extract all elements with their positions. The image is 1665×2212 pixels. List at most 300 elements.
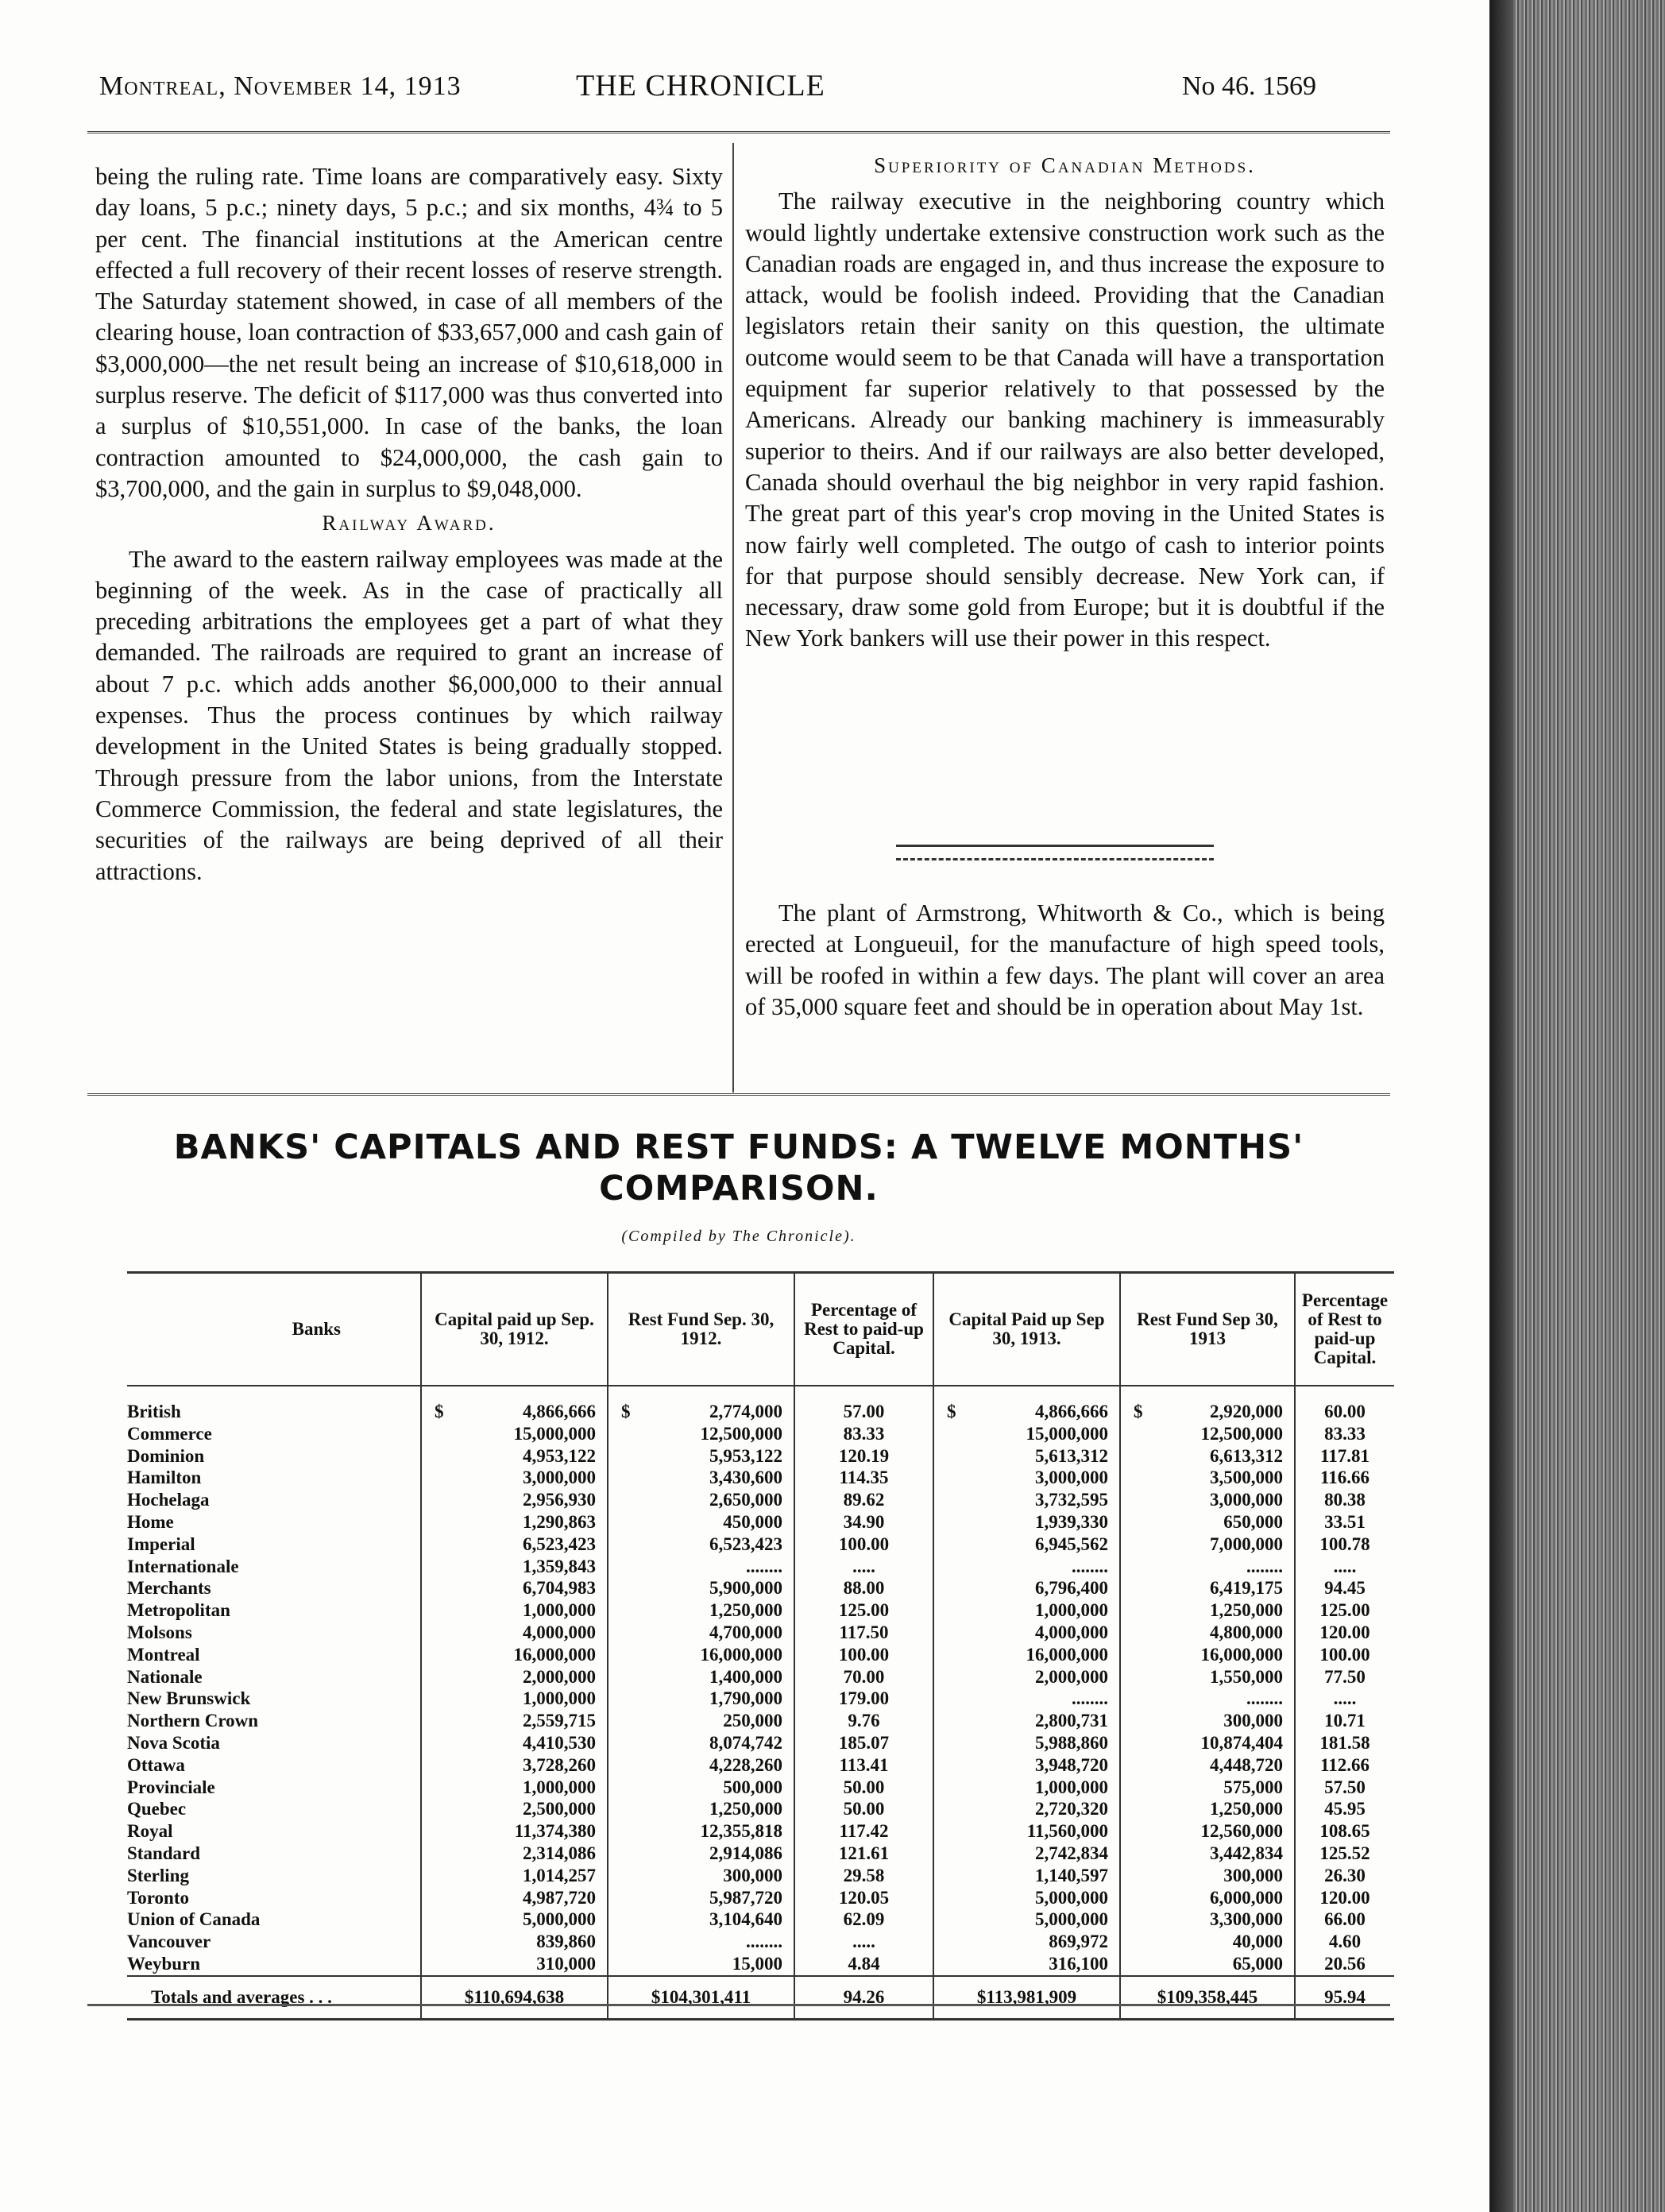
rest-1913 [1120, 1467, 1295, 1489]
table-row [127, 1622, 1394, 1644]
rest-1913-value: 10,874,404 [1200, 1732, 1283, 1753]
capital-1913-value: 1,140,597 [1035, 1865, 1108, 1885]
percentage-1912-value: 89.62 [843, 1490, 885, 1510]
table-row [127, 1710, 1394, 1732]
rest-1913 [1120, 1732, 1295, 1754]
capital-1912 [421, 1533, 608, 1556]
percentage-1912-value: 114.35 [839, 1468, 889, 1488]
table-row [127, 1777, 1394, 1799]
percentage-1913-value: 83.33 [1324, 1423, 1366, 1444]
bank-name [127, 1445, 421, 1468]
rest-1912-value: 3,430,600 [709, 1468, 782, 1488]
rest-1912-value: 1,250,000 [709, 1600, 782, 1621]
bank-name [127, 1467, 421, 1489]
rest-1912 [608, 1489, 794, 1511]
capital-1913-value: 5,000,000 [1035, 1909, 1108, 1930]
capital-1913-value: 3,000,000 [1035, 1468, 1108, 1488]
capital-1913 [933, 1511, 1120, 1533]
percentage-1913-value: 120.00 [1319, 1622, 1370, 1642]
totals-row [127, 1976, 1394, 2020]
percentage-1912-value: 179.00 [838, 1688, 890, 1709]
percentage-1913 [1295, 1688, 1394, 1710]
capital-1913 [933, 1489, 1120, 1511]
table-row [127, 1688, 1394, 1710]
rest-1912-value: 250,000 [723, 1711, 782, 1731]
rest-1913 [1120, 1688, 1295, 1710]
capital-1912 [421, 1386, 608, 1423]
percentage-1913-value: 26.30 [1324, 1865, 1366, 1885]
percentage-1913 [1295, 1533, 1394, 1556]
capital-1913-value: 6,945,562 [1035, 1533, 1108, 1554]
rest-1912 [608, 1887, 794, 1909]
capital-1912-value: 16,000,000 [513, 1644, 596, 1665]
percentage-1913 [1295, 1599, 1394, 1622]
capital-1912-value: 310,000 [536, 1953, 596, 1974]
rest-1913 [1120, 1511, 1295, 1533]
rest-1912 [608, 1777, 794, 1799]
table-row [127, 1599, 1394, 1622]
capital-1913 [933, 1599, 1120, 1622]
rest-1912-value: 1,250,000 [709, 1799, 782, 1819]
percentage-1912-value: 57.00 [843, 1402, 885, 1421]
capital-1913 [933, 1622, 1120, 1644]
rest-1913 [1120, 1908, 1295, 1931]
capital-1912 [421, 1644, 608, 1666]
capital-1913-value: 16,000,000 [1026, 1644, 1108, 1665]
percentage-1913 [1295, 1386, 1394, 1423]
rest-1912 [608, 1577, 794, 1599]
rest-1913 [1120, 1599, 1295, 1622]
rest-1912 [608, 1467, 794, 1489]
capital-1912-value: 11,374,380 [514, 1821, 596, 1842]
percentage-1913 [1295, 1953, 1394, 1976]
capital-1912-value: 3,728,260 [523, 1754, 596, 1775]
percentage-1912 [794, 1556, 933, 1578]
rest-1912-value: 5,900,000 [709, 1578, 782, 1599]
rest-1913 [1120, 1798, 1295, 1820]
percentage-1913-value: 4.60 [1328, 1932, 1362, 1952]
percentage-1912-value: 117.42 [839, 1821, 889, 1842]
rest-1913 [1120, 1533, 1295, 1556]
capital-1912 [421, 1931, 608, 1953]
rest-1913 [1120, 1386, 1295, 1423]
capital-1913-value: 5,613,312 [1035, 1445, 1108, 1466]
percentage-1913 [1295, 1644, 1394, 1666]
capital-1913 [933, 1843, 1120, 1865]
capital-1913-value: 3,948,720 [1035, 1754, 1108, 1775]
percentage-1913 [1295, 1622, 1394, 1644]
capital-1913 [933, 1798, 1120, 1820]
percentage-1913-value: 125.52 [1319, 1843, 1370, 1863]
percentage-1912 [794, 1887, 933, 1909]
rest-1913-value: 6,613,312 [1210, 1445, 1283, 1466]
capital-1913-value: 3,732,595 [1035, 1490, 1108, 1510]
percentage-1913-value: 181.58 [1319, 1732, 1370, 1753]
rest-1913-value: 65,000 [1232, 1953, 1283, 1974]
rest-1913 [1120, 1423, 1295, 1445]
column-header-percentage-1912: Percentage of Rest to paid-up Capital. [794, 1273, 933, 1386]
percentage-1913-value: 10.71 [1324, 1711, 1366, 1731]
table-row [127, 1732, 1394, 1754]
capital-1912 [421, 1489, 608, 1511]
percentage-1912-value: 34.90 [843, 1511, 885, 1532]
capital-1912 [421, 1908, 608, 1931]
rest-1913-value: 12,500,000 [1200, 1423, 1283, 1444]
percentage-1912 [794, 1599, 933, 1622]
rest-1913 [1120, 1820, 1295, 1843]
rest-1912 [608, 1511, 794, 1533]
capital-1912-value: 4,866,666 [523, 1402, 596, 1421]
percentage-1912-value: 88.00 [843, 1578, 885, 1599]
rest-1913 [1120, 1710, 1295, 1732]
capital-1912 [421, 1843, 608, 1865]
rest-1912-value: 3,104,640 [709, 1909, 782, 1930]
percentage-1913-value: 100.78 [1319, 1533, 1370, 1554]
rest-1913 [1120, 1644, 1295, 1666]
column-header-capital-1913: Capital Paid up Sep 30, 1913. [933, 1273, 1120, 1386]
table-body [127, 1386, 1394, 1976]
rest-1912 [608, 1710, 794, 1732]
percentage-1913-value: 100.00 [1319, 1644, 1370, 1665]
bank-name [127, 1577, 421, 1599]
capital-1912 [421, 1953, 608, 1976]
percentage-1912 [794, 1533, 933, 1556]
percentage-1913 [1295, 1754, 1394, 1777]
bank-name-value: Northern Crown [127, 1711, 259, 1731]
bank-name-value: Toronto [127, 1887, 189, 1908]
capital-1913-value: 15,000,000 [1026, 1423, 1108, 1444]
percentage-1913 [1295, 1467, 1394, 1489]
capital-1912 [421, 1710, 608, 1732]
percentage-1913-value: 66.00 [1324, 1909, 1366, 1930]
rest-1913-value: 4,800,000 [1210, 1622, 1283, 1642]
capital-1912-value: 3,000,000 [523, 1468, 596, 1488]
percentage-1913 [1295, 1843, 1394, 1865]
column-divider [732, 143, 734, 1092]
percentage-1912-value: 121.61 [838, 1843, 890, 1863]
page-date: Montreal, November 14, 1913 [99, 72, 462, 101]
bank-name-value: Quebec [127, 1799, 187, 1819]
bank-name-value: Royal [127, 1821, 173, 1842]
rest-1912-value: 300,000 [723, 1865, 782, 1885]
rest-1913-value: 1,550,000 [1210, 1666, 1283, 1687]
capital-1912 [421, 1666, 608, 1688]
percentage-1913 [1295, 1489, 1394, 1511]
percentage-1913 [1295, 1865, 1394, 1887]
table-row [127, 1533, 1394, 1556]
rest-1912-value: 8,074,742 [709, 1732, 782, 1753]
percentage-1913-value: 45.95 [1324, 1799, 1366, 1819]
rest-1912 [608, 1820, 794, 1843]
percentage-1912 [794, 1386, 933, 1423]
capital-1913 [933, 1423, 1120, 1445]
column-header-rest-1913: Rest Fund Sep 30, 1913 [1120, 1273, 1295, 1386]
percentage-1912 [794, 1666, 933, 1688]
bank-name-value: Commerce [127, 1423, 212, 1444]
decorative-separator [896, 845, 1214, 860]
percentage-1912-value: 100.00 [838, 1644, 890, 1665]
bank-name-value: New Brunswick [127, 1688, 251, 1709]
capital-1913 [933, 1386, 1120, 1423]
table-row [127, 1511, 1394, 1533]
rest-1912-value: 4,228,260 [709, 1754, 782, 1775]
rest-1912-value: 5,953,122 [709, 1445, 782, 1466]
capital-1912-value: 1,359,843 [523, 1556, 596, 1576]
bank-comparison-table-wrapper [127, 1271, 1394, 2021]
bank-name-value: Nova Scotia [127, 1732, 220, 1753]
percentage-1912 [794, 1777, 933, 1799]
bank-name [127, 1556, 421, 1578]
percentage-1913-value: 77.50 [1324, 1666, 1366, 1687]
rest-1912 [608, 1666, 794, 1688]
bank-name-value: Dominion [127, 1445, 205, 1466]
bank-name-value: Standard [127, 1843, 201, 1863]
percentage-1912-value: 113.41 [839, 1754, 889, 1775]
bank-name [127, 1511, 421, 1533]
rest-1913 [1120, 1843, 1295, 1865]
rest-1912 [608, 1556, 794, 1578]
percentage-1913 [1295, 1577, 1394, 1599]
capital-1912 [421, 1798, 608, 1820]
bank-name [127, 1931, 421, 1953]
percentage-1912-value: 120.05 [838, 1887, 890, 1908]
bank-name-value: Merchants [127, 1578, 211, 1599]
capital-1913 [933, 1666, 1120, 1688]
capital-1913 [933, 1688, 1120, 1710]
rest-1912-value: 16,000,000 [700, 1644, 782, 1665]
capital-1912-value: 4,953,122 [523, 1445, 596, 1466]
rest-1912-value: 15,000 [732, 1953, 782, 1974]
capital-1912-value: 6,704,983 [523, 1578, 596, 1599]
capital-1913-value: 11,560,000 [1026, 1821, 1108, 1842]
percentage-1912 [794, 1931, 933, 1953]
capital-1913 [933, 1820, 1120, 1843]
percentage-1913 [1295, 1908, 1394, 1931]
capital-1912 [421, 1423, 608, 1445]
percentage-1912-value: 125.00 [838, 1600, 890, 1621]
percentage-1913-value: ..... [1333, 1688, 1357, 1709]
capital-1913-value: 5,000,000 [1035, 1887, 1108, 1908]
capital-1912 [421, 1754, 608, 1777]
bank-name [127, 1754, 421, 1777]
rest-1912 [608, 1798, 794, 1820]
capital-1913-value: 5,988,860 [1035, 1732, 1108, 1753]
percentage-1912-value: 50.00 [843, 1799, 885, 1819]
table-row [127, 1843, 1394, 1865]
percentage-1913 [1295, 1777, 1394, 1799]
rest-1913-value: 3,300,000 [1210, 1909, 1283, 1930]
rest-1913-value: 650,000 [1223, 1511, 1283, 1532]
table-row [127, 1820, 1394, 1843]
rest-1912 [608, 1599, 794, 1622]
rest-1913-value: 40,000 [1232, 1932, 1283, 1952]
bank-name [127, 1732, 421, 1754]
percentage-1912-value: 62.09 [843, 1909, 885, 1930]
rest-1913-value: 4,448,720 [1210, 1754, 1283, 1775]
rest-1912 [608, 1386, 794, 1423]
bank-name-value: British [127, 1402, 181, 1421]
column-header-banks: Banks [127, 1273, 421, 1386]
totals-percentage-1913: 95.94 [1295, 1976, 1394, 2020]
capital-1913-value: 6,796,400 [1035, 1578, 1108, 1599]
plant-notice-paragraph: The plant of Armstrong, Whitworth & Co., which is being erected at Longueuil, for the manufacture of high speed tools, will be roofed in within a few days. The plant will cover an area of 35,000 square feet and should be in operation about May 1st. [745, 899, 1385, 1020]
percentage-1913 [1295, 1710, 1394, 1732]
rest-1912-value: ........ [746, 1932, 782, 1952]
rest-1913-value: 7,000,000 [1210, 1533, 1283, 1554]
percentage-1912 [794, 1710, 933, 1732]
rest-1913-value: 3,500,000 [1210, 1468, 1283, 1488]
capital-1912 [421, 1820, 608, 1843]
plant-notice-column [745, 898, 1385, 1023]
rest-1913-value: ........ [1246, 1688, 1283, 1709]
percentage-1912-value: 120.19 [838, 1445, 890, 1466]
rest-1912-value: 1,400,000 [709, 1666, 782, 1687]
rest-1912-value: 5,987,720 [709, 1887, 782, 1908]
column-header-rest-1912: Rest Fund Sep. 30, 1912. [608, 1273, 794, 1386]
bank-name [127, 1644, 421, 1666]
percentage-1912-value: 4.84 [848, 1953, 880, 1974]
capital-1912-value: 2,000,000 [523, 1666, 596, 1687]
rest-1912-value: 12,500,000 [700, 1423, 782, 1444]
rest-1913-value: 3,442,834 [1210, 1843, 1283, 1863]
percentage-1912 [794, 1732, 933, 1754]
totals-rest-1912: $104,301,411 [608, 1976, 794, 2020]
rest-1912 [608, 1644, 794, 1666]
capital-1912 [421, 1688, 608, 1710]
rest-1912-value: 2,774,000 [709, 1402, 782, 1421]
percentage-1912-value: 9.76 [848, 1711, 880, 1731]
table-row [127, 1577, 1394, 1599]
percentage-1912 [794, 1622, 933, 1644]
table-row [127, 1467, 1394, 1489]
capital-1912 [421, 1511, 608, 1533]
percentage-1913 [1295, 1887, 1394, 1909]
capital-1913 [933, 1577, 1120, 1599]
table-row [127, 1423, 1394, 1445]
percentage-1913 [1295, 1556, 1394, 1578]
table-header-row [127, 1273, 1394, 1386]
capital-1912-value: 1,000,000 [523, 1777, 596, 1797]
capital-1912-value: 4,000,000 [523, 1622, 596, 1642]
bank-name [127, 1887, 421, 1909]
bank-name [127, 1622, 421, 1644]
capital-1912 [421, 1777, 608, 1799]
bank-name [127, 1953, 421, 1976]
capital-1912 [421, 1865, 608, 1887]
capital-1912 [421, 1467, 608, 1489]
rest-1913-value: 6,000,000 [1210, 1887, 1283, 1908]
rest-1913-value: 12,560,000 [1200, 1821, 1283, 1842]
bank-name [127, 1688, 421, 1710]
table-row [127, 1887, 1394, 1909]
totals-rest-1913: $109,358,445 [1120, 1976, 1295, 2020]
percentage-1913-value: 117.81 [1320, 1445, 1369, 1466]
rest-1913 [1120, 1577, 1295, 1599]
capital-1913 [933, 1777, 1120, 1799]
percentage-1912 [794, 1489, 933, 1511]
money-market-paragraph: being the ruling rate. Time loans are comparatively easy. Sixty day loans, 5 p.c.; ninety days, 5 p.c.; and six months, 4¾ to 5 per cent. The financial institutions at the American centre effected a full recovery of their recent losses of reserve strength. The Saturday statement showed, in case of all members of the clearing house, loan contraction of $33,657,000 and cash gain of $3,000,000—the net result being an increase of $10,618,000 in surplus reserve. The deficit of $117,000 was thus converted into a surplus of $10,551,000. In case of the banks, the loan contraction amounted to $24,000,000, the cash gain to $3,700,000, and the gain in surplus to $9,048,000. [95, 163, 723, 502]
capital-1912-value: 15,000,000 [513, 1423, 596, 1444]
rest-1913-value: ........ [1246, 1556, 1283, 1576]
percentage-1913 [1295, 1511, 1394, 1533]
column-header-percentage-1913: Percentage of Rest to paid-up Capital. [1295, 1273, 1394, 1386]
table-title: BANKS' CAPITALS AND REST FUNDS: A TWELVE MONTHS' COMPARISON. [173, 1127, 1304, 1208]
percentage-1913-value: 60.00 [1324, 1402, 1366, 1421]
bank-name [127, 1423, 421, 1445]
currency-symbol: $ [947, 1402, 956, 1421]
capital-1912 [421, 1577, 608, 1599]
rest-1913-value: 1,250,000 [1210, 1600, 1283, 1621]
capital-1912-value: 839,860 [536, 1932, 596, 1952]
bank-name-value: Sterling [127, 1865, 189, 1885]
rest-1912 [608, 1953, 794, 1976]
percentage-1913 [1295, 1820, 1394, 1843]
canadian-methods-paragraph: The railway executive in the neighboring country which would lightly undertake extensive construction work such as the Canadian roads are engaged in, and thus increase the exposure to attack, would be foolish indeed. Providing that the Canadian legislators retain their sanity on this question, the ultimate outcome would seem to be that Canada will have a transportation equipment far superior relatively to that possessed by the Americans. Already our banking machinery is immeasurably superior to theirs. And if our railways are also better developed, Canada should overhaul the big neighbor in very rapid fashion. The great part of this year's crop moving in the United States is now fairly well completed. The outgo of cash to interior points for that purpose should sensibly decrease. New York can, if necessary, draw some gold from Europe; but it is doubtful if the New York bankers will use their power in this respect. [745, 188, 1385, 652]
percentage-1913-value: 125.00 [1319, 1600, 1370, 1621]
bank-name-value: Metropolitan [127, 1600, 230, 1621]
percentage-1912 [794, 1908, 933, 1931]
capital-1913-value: 4,866,666 [1035, 1402, 1108, 1421]
capital-1913-value: 1,000,000 [1035, 1600, 1108, 1621]
railway-award-heading: Railway Award. [322, 511, 496, 536]
bank-name [127, 1798, 421, 1820]
capital-1913-value: 1,939,330 [1035, 1511, 1108, 1532]
bank-name-value: Hamilton [127, 1468, 202, 1488]
capital-1913-value: 2,800,731 [1035, 1711, 1108, 1731]
capital-1913 [933, 1644, 1120, 1666]
capital-1912-value: 1,000,000 [523, 1600, 596, 1621]
column-header-capital-1912: Capital paid up Sep. 30, 1912. [421, 1273, 608, 1386]
bank-name [127, 1820, 421, 1843]
rest-1913-value: 3,000,000 [1210, 1490, 1283, 1510]
rest-1912-value: 4,700,000 [709, 1622, 782, 1642]
percentage-1912-value: ..... [852, 1556, 875, 1576]
rest-1913-value: 300,000 [1223, 1865, 1283, 1885]
rest-1913 [1120, 1754, 1295, 1777]
rest-1913-value: 2,920,000 [1210, 1402, 1283, 1421]
capital-1913 [933, 1865, 1120, 1887]
capital-1913 [933, 1467, 1120, 1489]
bank-name-value: Ottawa [127, 1754, 185, 1775]
percentage-1912 [794, 1445, 933, 1468]
rest-1913 [1120, 1865, 1295, 1887]
bank-name [127, 1710, 421, 1732]
percentage-1913-value: 112.66 [1320, 1754, 1369, 1775]
rest-1912-value: 1,790,000 [709, 1688, 782, 1709]
percentage-1912 [794, 1953, 933, 1976]
percentage-1912 [794, 1644, 933, 1666]
table-row [127, 1908, 1394, 1931]
percentage-1912 [794, 1820, 933, 1843]
percentage-1912 [794, 1511, 933, 1533]
rest-1913-value: 575,000 [1223, 1777, 1283, 1797]
table-row [127, 1754, 1394, 1777]
percentage-1912 [794, 1423, 933, 1445]
percentage-1913-value: 94.45 [1324, 1578, 1366, 1599]
bank-name-value: Provinciale [127, 1777, 215, 1797]
bank-name [127, 1865, 421, 1887]
percentage-1913-value: 108.65 [1319, 1821, 1370, 1842]
capital-1913-value: 869,972 [1049, 1932, 1108, 1952]
rest-1913 [1120, 1931, 1295, 1953]
capital-1913-value: 1,000,000 [1035, 1777, 1108, 1797]
railway-award-paragraph: The award to the eastern railway employees was made at the beginning of the week. As in the case of practically all preceding arbitrations the employees get a part of what they demanded. The railroads are required to grant an increase of about 7 p.c. which adds another $6,000,000 to their annual expenses. Thus the process continues by which railway development in the United States is being gradually stopped. Through pressure from the labor unions, from the Interstate Commerce Commission, the federal and state legislatures, the securities of the railways are being deprived of all their attractions. [95, 545, 723, 885]
capital-1912 [421, 1556, 608, 1578]
percentage-1912 [794, 1865, 933, 1887]
capital-1912-value: 1,014,257 [523, 1865, 596, 1885]
capital-1913 [933, 1908, 1120, 1931]
capital-1912 [421, 1732, 608, 1754]
